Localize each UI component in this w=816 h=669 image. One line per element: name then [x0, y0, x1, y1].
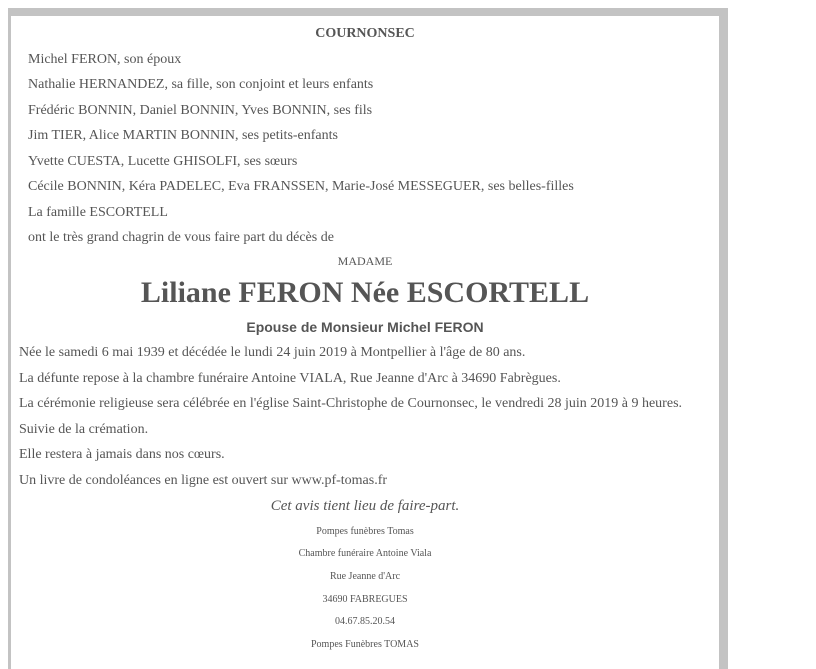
- family-line: ont le très grand chagrin de vous faire part du décès de: [28, 230, 334, 245]
- family-line: La famille ESCORTELL: [28, 205, 168, 220]
- contact-line: Pompes funèbres Tomas: [316, 526, 414, 537]
- town-heading: COURNONSEC: [315, 26, 415, 41]
- contact-line: Rue Jeanne d'Arc: [329, 571, 401, 582]
- body-line: Un livre de condoléances en ligne est ouvert sur www.pf-tomas.fr: [19, 473, 388, 488]
- body-line: La cérémonie religieuse sera célébrée en l'église Saint-Christophe de Cournonsec, le vendredi 28 juin 2019 à 9 heures.: [19, 396, 683, 411]
- family-line: Cécile BONNIN, Kéra PADELEC, Eva FRANSSEN, Marie-José MESSEGUER, ses belles-filles: [28, 179, 574, 194]
- body-line: La défunte repose à la chambre funéraire Antoine VIALA, Rue Jeanne d'Arc à 34690 Fabrègues.: [19, 371, 561, 386]
- contact-line: Chambre funéraire Antoine Viala: [298, 548, 432, 559]
- family-line: Michel FERON, son époux: [28, 52, 182, 67]
- deceased-name: Liliane FERON Née ESCORTELL: [140, 276, 590, 309]
- family-line: Jim TIER, Alice MARTIN BONNIN, ses petits-enfants: [28, 128, 338, 143]
- notice-card: [11, 16, 719, 669]
- body-line: Elle restera à jamais dans nos cœurs.: [19, 447, 225, 462]
- family-line: Yvette CUESTA, Lucette GHISOLFI, ses sœurs: [28, 154, 298, 169]
- contact-line: 34690 FABREGUES: [322, 594, 408, 605]
- family-line: Frédéric BONNIN, Daniel BONNIN, Yves BONNIN, ses fils: [28, 103, 373, 118]
- spouse-line: Epouse de Monsieur Michel FERON: [246, 319, 484, 335]
- body-line: Suivie de la crémation.: [19, 422, 149, 437]
- body-line: Née le samedi 6 mai 1939 et décédée le lundi 24 juin 2019 à Montpellier à l'âge de 80 ans.: [19, 345, 526, 360]
- honorific: MADAME: [337, 254, 393, 268]
- family-line: Nathalie HERNANDEZ, sa fille, son conjoint et leurs enfants: [28, 77, 374, 92]
- faire-part-note: Cet avis tient lieu de faire-part.: [270, 498, 460, 514]
- contact-line: 04.67.85.20.54: [335, 616, 395, 627]
- contact-line: Pompes Funèbres TOMAS: [311, 639, 419, 650]
